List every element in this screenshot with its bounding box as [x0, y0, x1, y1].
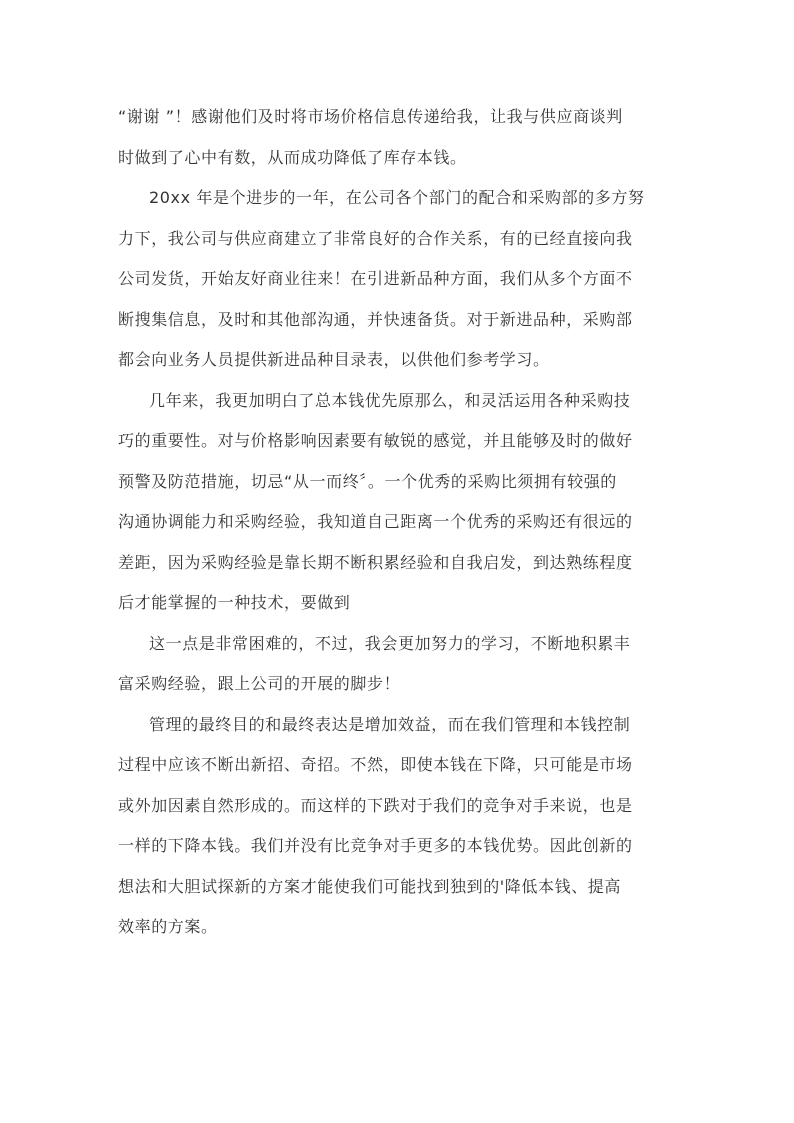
text-line: “谢谢 ”！感谢他们及时将市场价格信息传递给我，让我与供应商谈判 — [118, 107, 623, 126]
text-line: 效率的方案。 — [118, 917, 218, 936]
text-line: 力下，我公司与供应商建立了非常良好的合作关系，有的已经直接向我 — [118, 228, 633, 248]
text-line: 过程中应该不断出新招、奇招。不然，即使本钱在下降，只可能是市场 — [118, 755, 633, 774]
text-line: 后才能掌握的一种技术，要做到 — [118, 593, 351, 612]
text-line: 巧的重要性。对与价格影响因素要有敏锐的感觉，并且能够及时的做好 — [118, 431, 633, 450]
text-line: 想法和大胆试探新的方案才能使我们可能找到独到的'降低本钱、提高 — [118, 876, 621, 896]
text-line: 预警及防范措施，切忌“从一而终〞。一个优秀的采购比须拥有较强的 — [118, 471, 617, 491]
text-line: 沟通协调能力和采购经验，我知道自己距离一个优秀的采购还有很远的 — [118, 512, 633, 531]
paragraph-start-line: 几年来，我更加明白了总本钱优先原那么，和灵活运用各种采购技 — [149, 390, 631, 410]
text-line: 时做到了心中有数，从而成功降低了库存本钱。 — [118, 147, 467, 167]
text-line: 富采购经验，跟上公司的开展的脚步！ — [118, 674, 401, 693]
text-line: 都会向业务人员提供新进品种目录表，以供他们参考学习。 — [118, 350, 550, 369]
paragraph-start-line: 管理的最终目的和最终表达是增加效益，而在我们管理和本钱控制 — [149, 714, 631, 734]
text-line: 公司发货，开始友好商业往来！在引进新品种方面，我们从多个方面不 — [118, 269, 633, 288]
text-line: 一样的下降本钱。我们并没有比竞争对手更多的本钱优势。因此创新的 — [118, 836, 633, 855]
paragraph-start-line: 20xx 年是个进步的一年，在公司各个部门的配合和采购部的多方努 — [149, 188, 645, 207]
text-line: 差距，因为采购经验是靠长期不断积累经验和自我启发，到达熟练程度 — [118, 552, 633, 572]
text-line: 断搜集信息，及时和其他部沟通，并快速备货。对于新进品种，采购部 — [118, 309, 633, 329]
paragraph-start-line: 这一点是非常困难的，不过，我会更加努力的学习，不断地积累丰 — [149, 633, 631, 653]
document-body — [118, 97, 678, 948]
text-line: 或外加因素自然形成的。而这样的下跌对于我们的竞争对手来说，也是 — [118, 795, 633, 815]
